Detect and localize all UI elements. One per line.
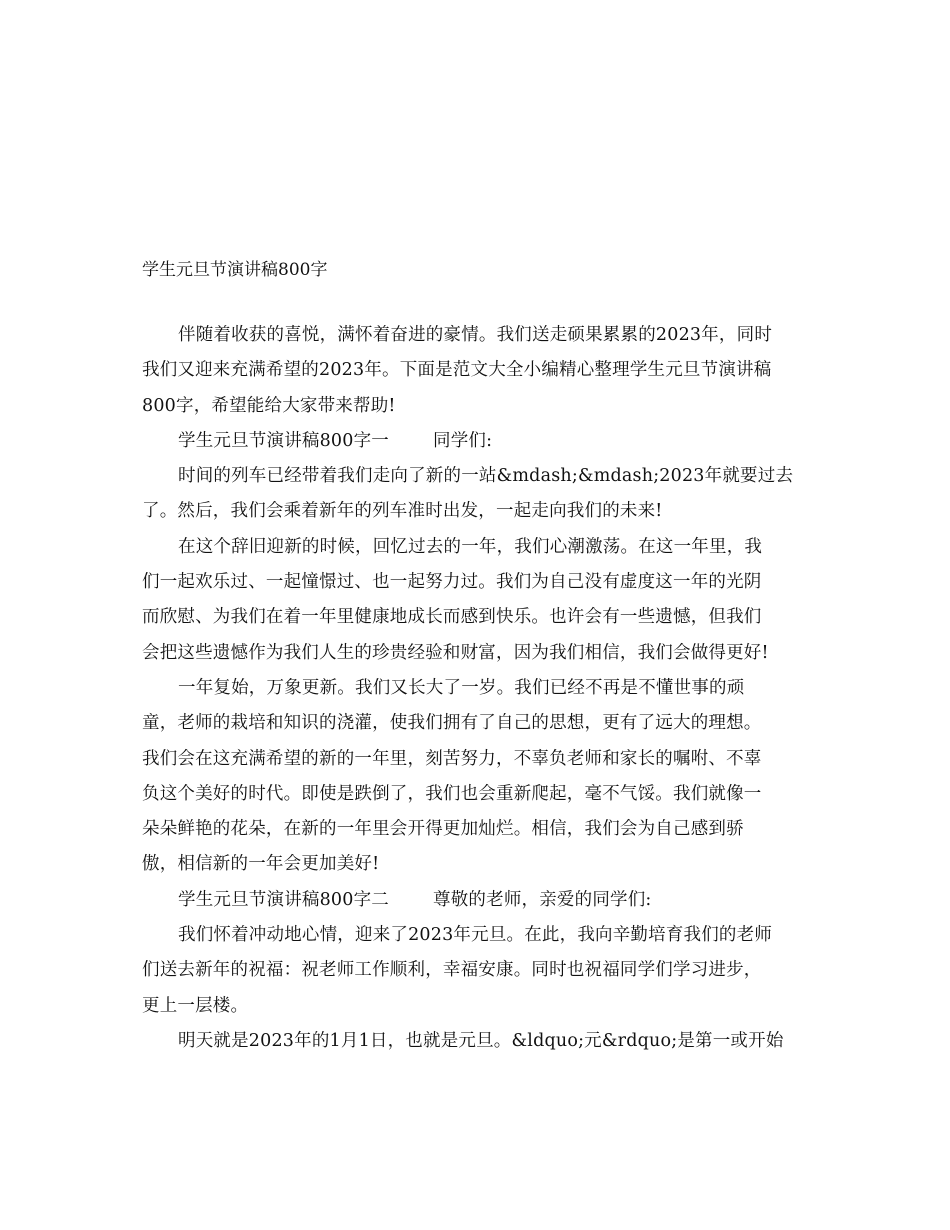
document-body xyxy=(142,318,810,1059)
paragraph-line: 一年复始，万象更新。我们又长大了一岁。我们已经不再是不懂世事的顽 xyxy=(178,677,745,698)
paragraph-line: 傲，相信新的一年会更加美好! xyxy=(142,854,380,875)
section-heading-line xyxy=(142,424,810,459)
salutation: 尊敬的老师，亲爱的同学们: xyxy=(433,889,652,910)
paragraph-line: 而欣慰、为我们在着一年里健康地成长而感到快乐。也许会有一些遗憾，但我们 xyxy=(142,607,762,628)
section-heading-line xyxy=(142,883,810,918)
paragraph-line: 们送去新年的祝福：祝老师工作顺利，幸福安康。同时也祝福同学们学习进步， xyxy=(142,960,762,981)
paragraph-line: 们一起欢乐过、一起憧憬过、也一起努力过。我们为自己没有虚度这一年的光阴 xyxy=(142,572,762,593)
paragraph-line: 我们又迎来充满希望的2023年。下面是范文大全小编精心整理学生元旦节演讲稿 xyxy=(142,360,772,381)
paragraph-line: 伴随着收获的喜悦，满怀着奋进的豪情。我们送走硕果累累的2023年，同时 xyxy=(178,325,773,345)
paragraph-line: 负这个美好的时代。即使是跌倒了，我们也会重新爬起，毫不气馁。我们就像一 xyxy=(142,783,762,804)
paragraph-line: 了。然后，我们会乘着新年的列车准时出发，一起走向我们的未来! xyxy=(142,501,663,522)
paragraph-line: 朵朵鲜艳的花朵，在新的一年里会开得更加灿烂。相信，我们会为自己感到骄 xyxy=(142,819,744,840)
paragraph-line: 我们会在这充满希望的新的一年里，刻苦努力，不辜负老师和家长的嘱咐、不辜 xyxy=(142,748,762,769)
paragraph-line: 更上一层楼。 xyxy=(142,995,249,1016)
paragraph-line: 会把这些遗憾作为我们人生的珍贵经验和财富，因为我们相信，我们会做得更好! xyxy=(142,642,769,663)
document-title: 学生元旦节演讲稿800字 xyxy=(142,260,328,280)
section-heading: 学生元旦节演讲稿800字二 xyxy=(178,889,390,910)
salutation: 同学们: xyxy=(433,430,493,451)
paragraph-line: 时间的列车已经带着我们走向了新的一站&mdash;&mdash;2023年就要过去 xyxy=(178,466,794,487)
section-heading: 学生元旦节演讲稿800字一 xyxy=(178,430,390,451)
paragraph-line: 800字，希望能给大家带来帮助! xyxy=(142,395,396,416)
paragraph-line: 在这个辞旧迎新的时候，回忆过去的一年，我们心潮激荡。在这一年里，我 xyxy=(178,536,763,557)
paragraph-line: 童，老师的栽培和知识的浇灌，使我们拥有了自己的思想，更有了远大的理想。 xyxy=(142,713,762,734)
paragraph-line: 我们怀着冲动地心情，迎来了2023年元旦。在此，我向辛勤培育我们的老师 xyxy=(178,925,773,946)
paragraph-line: 明天就是2023年的1月1日，也就是元旦。&ldquo;元&rdquo;是第一或开始 xyxy=(178,1030,784,1051)
